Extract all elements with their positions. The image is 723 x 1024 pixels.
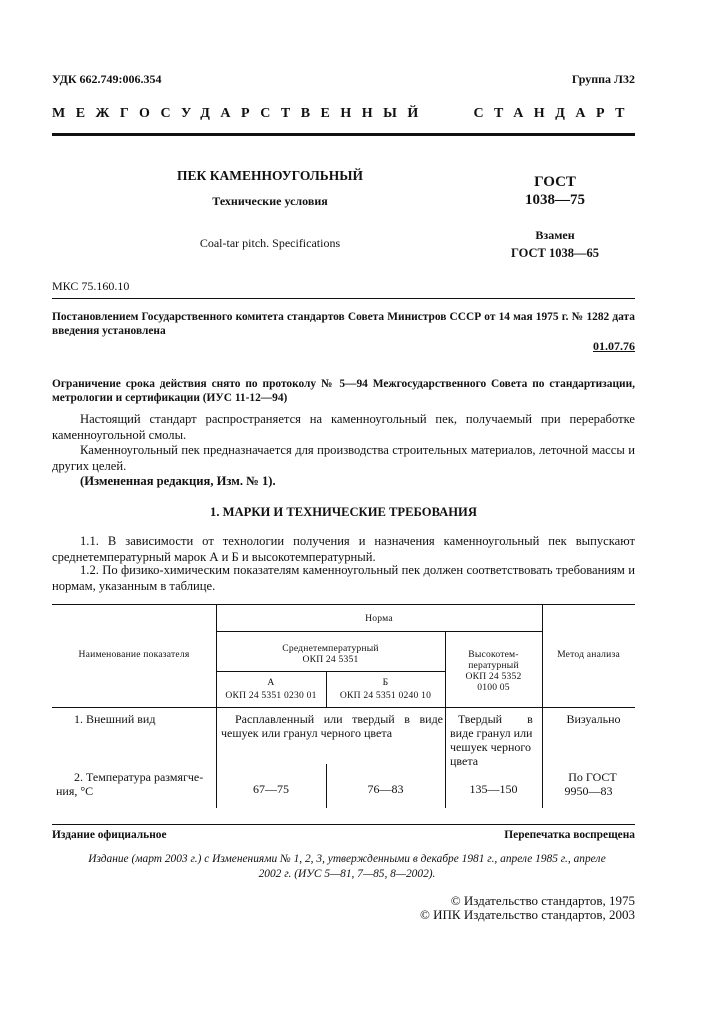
- decree-text: Постановлением Государственного комитета стандартов Совета Министров СССР от 14 мая 1975 г. № 1282 дата введения установлена: [52, 311, 635, 337]
- header-high-temp-line2: пературный: [468, 660, 519, 671]
- table-vline-1: [216, 604, 217, 808]
- header-grade-a-code: ОКП 24 5351 0230 01: [225, 690, 317, 701]
- table-norm-rule: [216, 631, 542, 632]
- mks-code: МКС 75.160.10: [52, 279, 130, 293]
- row1-high-line3: чешуек черного: [450, 740, 532, 754]
- limitation-text: Ограничение срока действия снято по протоколу № 5—94 Межгосударственного Совета по стандартизации, метрологии и сертификации (ИУС 11-12—94): [52, 378, 635, 404]
- header-norm: Норма: [365, 613, 393, 624]
- row1-mid-value: [221, 712, 443, 740]
- row2-indicator-line1: 2. Температура размягче-: [74, 770, 204, 784]
- header-high-temp-line3: ОКП 24 5352: [465, 671, 522, 682]
- banner-rule: [52, 133, 635, 136]
- gost-number: 1038—75: [525, 192, 585, 208]
- intro-paragraph-3: (Измененная редакция, Изм. № 1).: [80, 474, 276, 488]
- header-high-temp-line4: 0100 05: [477, 682, 510, 693]
- banner-text: МЕЖГОСУДАРСТВЕННЫЙ СТАНДАРТ: [52, 106, 635, 121]
- copyright-2003: © ИПК Издательство стандартов, 2003: [420, 907, 635, 922]
- row1-method-line1: Визуально: [566, 712, 621, 726]
- row2-grade-b: 76—83: [367, 782, 404, 796]
- standard-banner: [52, 106, 635, 122]
- row1-high-line1: Твердый в: [458, 712, 533, 726]
- clause-1-2: 1.2. По физико-химическим показателям каменноугольный пек должен соответствовать требованиям и нормам, указанным в таблице.: [52, 563, 635, 593]
- document-subtitle: Технические условия: [212, 194, 328, 208]
- row2-method: [542, 770, 635, 798]
- header-indicator-name: Наименование показателя: [78, 649, 190, 660]
- header-grade-b-label: Б: [382, 677, 389, 688]
- clause-1-1: 1.1. В зависимости от технологии получения и назначения каменноугольный пек выпускают среднетемпературный марок А и Б и высокотемпературный.: [52, 534, 635, 564]
- header-grade-b: [326, 677, 445, 701]
- footer-rule: [52, 824, 635, 825]
- row1-indicator-line1: 1. Внешний вид: [74, 712, 156, 726]
- gost-label: ГОСТ: [534, 174, 576, 190]
- row1-high-line2: виде гранул или: [450, 726, 533, 740]
- group-code: Группа Л32: [571, 72, 635, 86]
- header-method: Метод анализа: [557, 649, 620, 660]
- table-top-rule: [52, 604, 635, 605]
- header-grade-b-code: ОКП 24 5351 0240 10: [339, 690, 432, 701]
- header-mid-temp-line2: ОКП 24 5351: [302, 654, 359, 665]
- udk-code: УДК 662.749:006.354: [52, 72, 162, 86]
- row1-high-line4: цвета: [450, 754, 479, 768]
- row2-high: 135—150: [469, 782, 518, 796]
- header-mid-temp: [216, 643, 445, 665]
- intro-paragraph-1: Настоящий стандарт распространяется на каменноугольный пек, получаемый при переработке каменноугольной смолы.: [52, 412, 635, 442]
- row1-high-value: [450, 712, 540, 768]
- replaces-label: Взамен: [535, 228, 575, 242]
- row1-method: [542, 712, 645, 726]
- mks-rule: [52, 298, 635, 299]
- header-grade-a-label: А: [267, 677, 275, 688]
- row2-grade-a: 67—75: [253, 782, 289, 796]
- row2-method-line2: 9950—83: [564, 784, 613, 798]
- copyright-1975: © Издательство стандартов, 1975: [450, 893, 635, 908]
- row2-indicator: [56, 770, 214, 798]
- edition-note: Издание (март 2003 г.) с Изменениями № 1, 2, 3, утвержденными в декабре 1981 г., апреле 1985 г., апреле 2002 г. (ИУС 5—81, 7—85, 8—2002).: [88, 853, 606, 880]
- table-mid-rule: [216, 671, 445, 672]
- row2-method-line1: По ГОСТ: [568, 770, 617, 784]
- header-grade-a: [216, 677, 326, 701]
- header-mid-temp-line1: Среднетемпературный: [282, 643, 379, 654]
- replaces-number: ГОСТ 1038—65: [510, 246, 599, 260]
- header-high-temp: [445, 649, 542, 693]
- document-title: ПЕК КАМЕННОУГОЛЬНЫЙ: [177, 168, 363, 183]
- intro-paragraph-2: Каменноугольный пек предназначается для производства строительных материалов, леточной массы и других целей.: [52, 443, 635, 473]
- row1-mid-line2: чешуек или гранул черного цвета: [221, 726, 393, 740]
- reprint-prohibited: Перепечатка воспрещена: [504, 829, 635, 841]
- header-high-temp-line1: Высокотем-: [468, 649, 519, 660]
- english-title: Coal-tar pitch. Specifications: [199, 236, 341, 250]
- section-heading: 1. МАРКИ И ТЕХНИЧЕСКИЕ ТРЕБОВАНИЯ: [210, 505, 477, 519]
- official-edition: Издание официальное: [52, 829, 167, 841]
- decree-date: 01.07.76: [593, 339, 635, 353]
- row1-indicator: [74, 712, 214, 726]
- row2-indicator-line2: ния, °С: [56, 784, 94, 798]
- table-header-rule: [52, 707, 635, 708]
- row1-mid-line1: Расплавленный или твердый в виде: [235, 712, 443, 726]
